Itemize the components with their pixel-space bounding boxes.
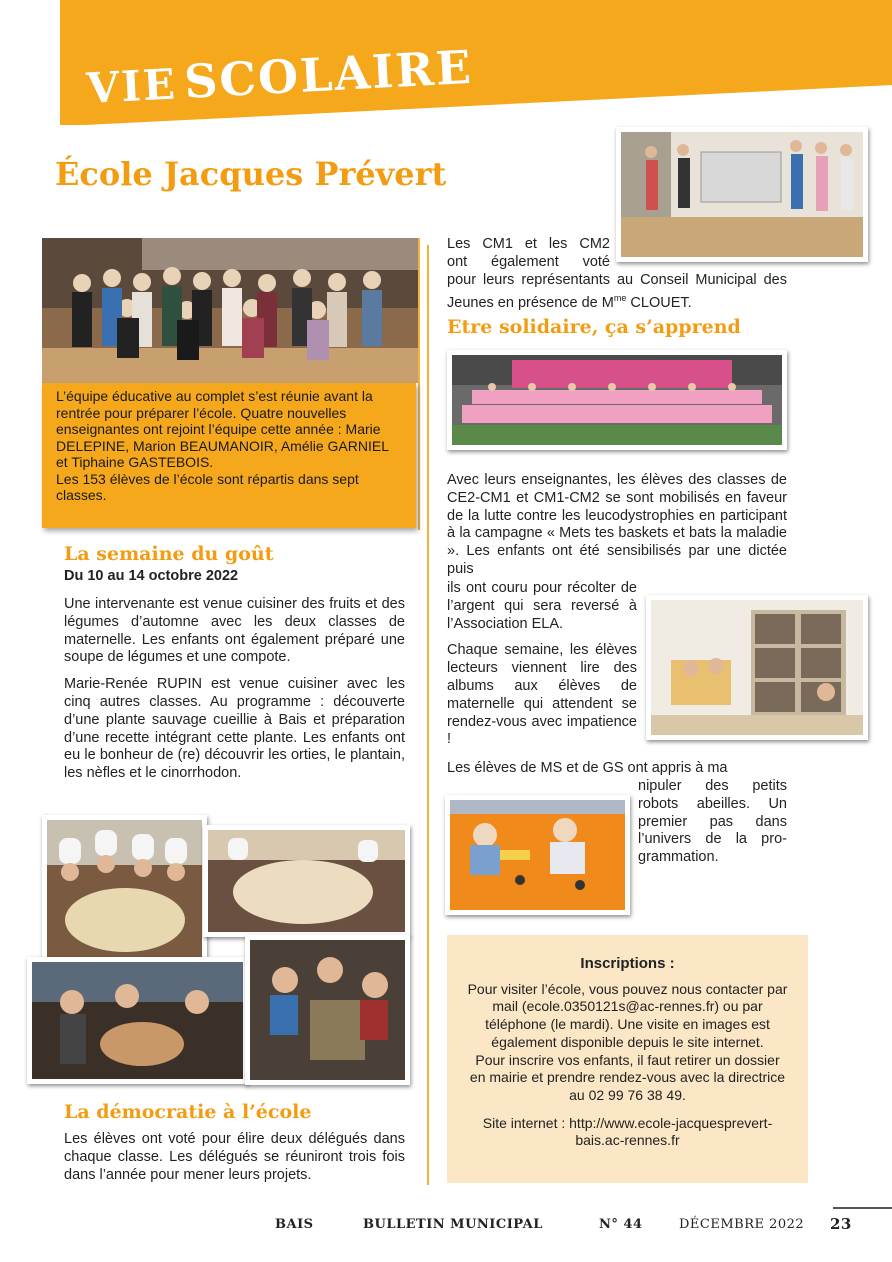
photo-cmj-vote bbox=[616, 127, 868, 262]
cmj-line-2: ont également voté bbox=[447, 253, 610, 270]
heading-solidaire: Etre solidaire, ça s’apprend bbox=[447, 316, 741, 338]
article-democratie bbox=[64, 1131, 405, 1193]
staff-caption bbox=[42, 383, 416, 528]
footer-rule bbox=[833, 1207, 892, 1209]
robots-text-narrow bbox=[638, 778, 787, 867]
inscriptions-title: Inscriptions : bbox=[580, 955, 675, 972]
page-title: École Jacques Prévert bbox=[55, 155, 447, 193]
inscriptions-text-2: Pour inscrire vos enfants, il faut retirer un dossier en mairie et prendre rendez-vous avec la directrice au 02 99 76 38 49. bbox=[469, 1051, 786, 1103]
photo-cooking-bowl bbox=[27, 957, 248, 1084]
photo-reading bbox=[646, 595, 868, 740]
footer-town: BAIS bbox=[275, 1217, 314, 1232]
photo-cooking-table bbox=[203, 825, 410, 937]
cmj-text bbox=[447, 272, 787, 312]
photo-cooking-chefs bbox=[42, 815, 207, 962]
footer-issue: N° 44 bbox=[599, 1217, 643, 1232]
inscriptions-text-1: Pour visiter l’école, vous pouvez nous contacter par mail (ecole.0350121s@ac-rennes.fr) ou par téléphone (le mardi). Une visite en images est également disponible depuis le site internet. bbox=[467, 980, 788, 1050]
cmj-sup: me bbox=[613, 292, 627, 303]
banner-word-vie: VIE bbox=[85, 59, 179, 114]
heading-democratie: La démocratie à l’école bbox=[64, 1101, 312, 1123]
inscriptions-box bbox=[447, 935, 808, 1183]
photo-bee-robots bbox=[445, 795, 630, 915]
inscriptions-website: Site internet : http://www.ecole-jacquesprevert-bais.ac-rennes.fr bbox=[482, 1114, 773, 1149]
cmj-text-part: pour leurs représentants au Conseil Municipal des Jeunes en présence de M bbox=[447, 272, 787, 311]
staff-group-photo bbox=[42, 238, 418, 383]
paragraph: nipuler des petits robots abeilles. Un premier pas dans l’univers de la programmation. bbox=[638, 778, 787, 866]
paragraph: ils ont couru pour récolter de l’argent qui sera reversé à l’Association ELA. bbox=[447, 580, 637, 632]
cmj-text-part: CLOUET. bbox=[626, 294, 692, 311]
staff-caption-text-2: Les 153 élèves de l’école sont répartis dans sept classes. bbox=[56, 470, 359, 503]
solidaire-text-full bbox=[447, 472, 787, 579]
footer-publication: BULLETIN MUNICIPAL bbox=[363, 1217, 543, 1232]
banner-word-scolaire: SCOLAIRE bbox=[182, 39, 475, 109]
column-divider bbox=[427, 245, 429, 1185]
robots-text-full bbox=[447, 760, 787, 778]
article-semaine-du-gout bbox=[64, 596, 405, 792]
staff-caption-text-1: L’équipe éducative au complet s’est réunie avant la rentrée pour préparer l’école. Quatre nouvelles enseignantes ont rejoint l’équipe cette année : Marie DELEPINE, Marion BEAUMANOIR, Amélie GARNIEL et Tiphaine GASTEBOIS. bbox=[56, 388, 389, 470]
cmj-line-1: Les CM1 et les CM2 bbox=[447, 236, 610, 252]
solidaire-text-narrow bbox=[447, 580, 637, 758]
footer-date: DÉCEMBRE 2022 bbox=[679, 1217, 805, 1232]
subheading-dates: Du 10 au 14 octobre 2022 bbox=[64, 568, 239, 584]
paragraph: Avec leurs enseignantes, les élèves des classes de CE2-CM1 et CM1-CM2 se sont mobilisés en faveur de la lutte contre les leucodystrophies en participant à la campagne « Mets tes baskets et bats la maladie ». Les enfants ont été sensibilisés par une dictée puis bbox=[447, 472, 787, 577]
heading-semaine-du-gout: La semaine du goût bbox=[64, 543, 274, 565]
photo-cooking-children bbox=[245, 935, 410, 1085]
paragraph: Chaque semaine, les élèves lecteurs viennent lire des albums aux élèves de maternelle qui attendent se rendez-vous avec impatience ! bbox=[447, 642, 637, 748]
cmj-text-narrow bbox=[447, 236, 610, 272]
paragraph: Les élèves ont voté pour élire deux délégués dans chaque classe. Les délégués se réuniront trois fois dans l’année pour mener leurs projets. bbox=[64, 1131, 405, 1183]
page-number: 23 bbox=[830, 1215, 852, 1233]
photo-ela-group bbox=[447, 350, 787, 450]
paragraph: Marie-Renée RUPIN est venue cuisiner avec les cinq autres classes. Au programme : découverte d’une plante sauvage cueillie à Bais et préparation d’une recette intégrant cette plante. Les enfants ont eu le bonheur de (re) découvrir les orties, le plantain, les nèfles et le cinorrhodon. bbox=[64, 676, 405, 782]
paragraph: Les élèves de MS et de GS ont appris à ma bbox=[447, 760, 728, 776]
paragraph: Une intervenante est venue cuisiner des fruits et des légumes d’automne avec les deux classes de maternelle. Les enfants ont également préparé une soupe de légumes et une compote. bbox=[64, 596, 405, 666]
